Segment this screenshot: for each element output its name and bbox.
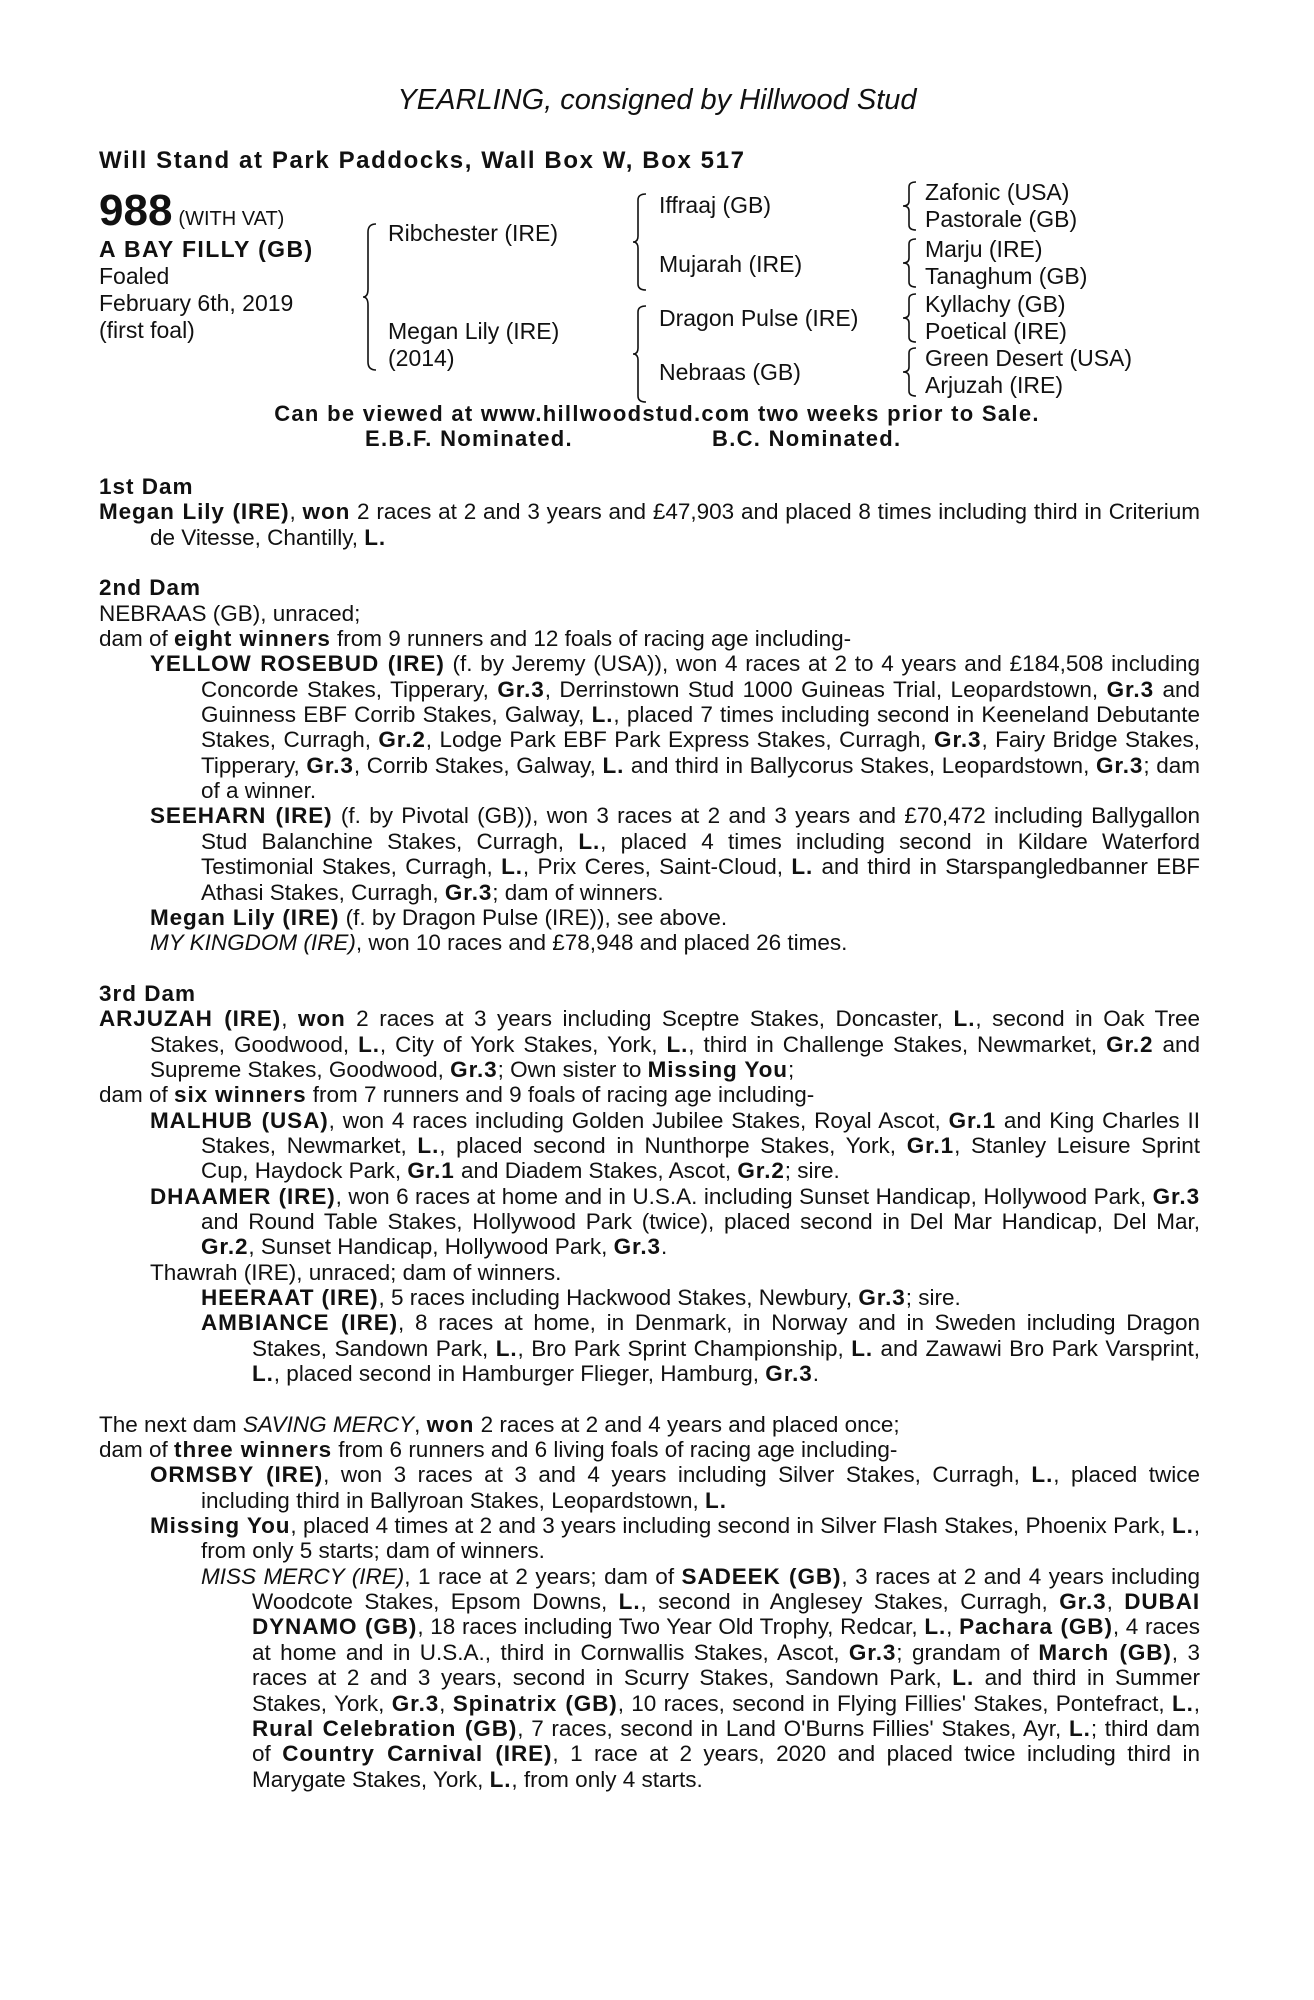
bold-text: L. — [495, 1335, 518, 1361]
pedigree-brace-3d — [902, 346, 920, 398]
bold-text: Gr.1 — [948, 1107, 997, 1133]
dam-section — [99, 575, 1200, 955]
text: , 1 race at 2 years; dam of — [404, 1563, 682, 1589]
record-entry — [99, 1108, 1200, 1184]
record-entry — [99, 1310, 1200, 1386]
text: , 3 races at 2 and 4 years including Woodcote Stakes, Epsom Downs, — [252, 1563, 1200, 1615]
text: , won 6 races at home and in U.S.A. including Sunset Handicap, Hollywood Park, — [335, 1183, 1153, 1209]
text: , — [1106, 1589, 1125, 1615]
bold-text: L. — [851, 1335, 874, 1361]
bold-text: Missing You — [150, 1513, 291, 1539]
text: , 8 races at home, in Denmark, in Norway and in Sweden including Dragon Stakes, Sandown Park, — [252, 1310, 1201, 1361]
pedigree-g3: Pastorale (GB) — [925, 206, 1078, 232]
record-entry — [99, 1564, 1200, 1792]
text: , Prix Ceres, Saint-Cloud, — [522, 854, 792, 880]
text: , 10 races, second in Flying Fillies' Stakes, Pontefract, — [617, 1690, 1172, 1716]
record-entry — [99, 1412, 1200, 1437]
text: NEBRAAS (GB), unraced; — [99, 600, 361, 626]
bold-text: won — [302, 499, 351, 525]
bold-text: DHAAMER (IRE) — [150, 1183, 336, 1209]
section-gap — [99, 1386, 1200, 1411]
pedigree-dam-year: (2014) — [388, 345, 455, 371]
pedigree-sire: Ribchester (IRE) — [388, 220, 558, 246]
foal-note: (first foal) — [99, 317, 195, 343]
horse-description: A BAY FILLY (GB) — [99, 236, 314, 262]
text: , 3 races at 2 and 3 years, second in Scurry Stakes, Sandown Park, — [252, 1639, 1200, 1691]
bold-text: L. — [666, 1031, 689, 1057]
text: , 4 races at home and in U.S.A., third in Cornwallis Stakes, Ascot, — [252, 1614, 1200, 1665]
text: and third in Starspangledbanner EBF Athasi Stakes, Curragh, — [201, 854, 1200, 905]
lot-number-value: 988 — [99, 186, 173, 235]
text: , — [946, 1614, 960, 1640]
bold-text: L. — [501, 854, 523, 880]
pedigree-dam-sire: Dragon Pulse (IRE) — [659, 305, 859, 331]
bold-text: Gr.3 — [1059, 1589, 1107, 1615]
bold-text: L. — [252, 1361, 274, 1387]
lot-number — [99, 186, 284, 236]
text: and Supreme Stakes, Goodwood, — [150, 1031, 1200, 1082]
text: , — [414, 1411, 427, 1437]
record-entry — [99, 1260, 1200, 1285]
bold-text: L. — [602, 752, 625, 778]
text: and Zawawi Bro Park Varsprint, — [873, 1335, 1200, 1361]
text: . — [660, 1234, 668, 1260]
bold-text: DUBAI DYNAMO (GB) — [252, 1589, 1200, 1640]
bold-text: Gr.1 — [407, 1158, 455, 1184]
bold-text: L. — [705, 1487, 727, 1513]
bold-text: L. — [591, 702, 614, 728]
pedigree-brace-3b — [902, 237, 920, 289]
bold-text: L. — [364, 524, 387, 550]
pedigree-g3: Zafonic (USA) — [925, 179, 1070, 205]
stand-location: Will Stand at Park Paddocks, Wall Box W, Box 517 — [99, 147, 746, 174]
record-entry — [99, 930, 1200, 955]
text: , Stanley Leisure Sprint Cup, Haydock Park, — [201, 1132, 1201, 1184]
text: , 7 races, second in Land O'Burns Fillies' Stakes, Ayr, — [517, 1715, 1070, 1741]
pedigree-sire-sire: Iffraaj (GB) — [659, 192, 772, 218]
text: , third in Challenge Stakes, Newmarket, — [688, 1031, 1107, 1057]
bold-text: L. — [618, 1589, 641, 1615]
text: , second in Oak Tree Stakes, Goodwood, — [150, 1006, 1200, 1057]
bold-text: L. — [791, 854, 814, 880]
bold-text: ORMSBY (IRE) — [150, 1462, 324, 1488]
bold-text: Rural Celebration (GB) — [252, 1715, 518, 1741]
text: , from only 4 starts. — [511, 1766, 703, 1792]
bold-text: eight winners — [174, 626, 331, 652]
bold-text: HEERAAT (IRE) — [201, 1285, 379, 1310]
bold-text: L. — [1171, 1513, 1194, 1539]
bold-text: Gr.3 — [444, 879, 493, 905]
text: (f. by Pivotal (GB)), won 3 races at 2 and 3 years and £70,472 including Ballygallon Stud Balanchine Stakes, Curragh, — [201, 803, 1200, 854]
text: ; dam of a winner. — [201, 752, 1201, 804]
record-entry — [99, 1462, 1200, 1513]
text: ; — [787, 1056, 795, 1082]
bold-text: Pachara (GB) — [959, 1614, 1113, 1640]
text: , won 3 races at 3 and 4 years including Silver Stakes, Curragh, — [323, 1462, 1032, 1488]
text: 2 races at 2 and 4 years and placed once; — [474, 1411, 900, 1437]
pedigree-brace-2b — [632, 304, 650, 404]
bc-nominated: B.C. Nominated. — [712, 426, 902, 451]
text: ; grandam of — [896, 1639, 1039, 1665]
bold-text: MALHUB (USA) — [150, 1107, 329, 1133]
pedigree-brace-1 — [362, 222, 380, 372]
bold-text: Gr.1 — [906, 1132, 955, 1158]
bold-text: Gr.2 — [737, 1158, 785, 1184]
text: , placed 4 times including second in Kildare Waterford Testimonial Stakes, Curragh, — [201, 828, 1201, 880]
pedigree-brace-3a — [902, 180, 920, 232]
bold-text: SADEEK (GB) — [681, 1563, 842, 1589]
text: from 7 runners and 9 foals of racing age including- — [306, 1082, 815, 1108]
pedigree-dam-dam: Nebraas (GB) — [659, 359, 801, 385]
bold-text: Gr.3 — [450, 1056, 498, 1082]
text: , — [281, 1006, 298, 1032]
bold-text: YELLOW ROSEBUD (IRE) — [150, 651, 445, 677]
text: (f. by Jeremy (USA)), won 4 races at 2 to 4 years and £184,508 including Concorde Stakes, Tipperary, — [201, 651, 1200, 702]
text: , Bro Park Sprint Championship, — [517, 1335, 852, 1361]
bold-text: L. — [489, 1766, 512, 1792]
dam-section — [99, 981, 1200, 1387]
text: , — [439, 1690, 453, 1716]
bold-text: L. — [924, 1614, 947, 1640]
record-entry — [99, 651, 1200, 803]
text: and Guinness EBF Corrib Stakes, Galway, — [201, 676, 1200, 728]
text: , won 10 races and £78,948 and placed 26 times. — [355, 930, 848, 956]
text: The next dam — [99, 1411, 243, 1437]
record-entry — [99, 499, 1200, 550]
bold-text: Gr.2 — [201, 1234, 249, 1260]
pedigree-brace-3c — [902, 292, 920, 344]
bold-text: L. — [1031, 1462, 1054, 1488]
produce-record — [99, 474, 1200, 1792]
ebf-nominated: E.B.F. Nominated. — [365, 426, 573, 451]
text: , 18 races including Two Year Old Trophy, Redcar, — [417, 1614, 925, 1640]
text: , City of York Stakes, York, — [379, 1031, 667, 1057]
pedigree-g3: Tanaghum (GB) — [925, 263, 1088, 289]
dam-section — [99, 1412, 1200, 1792]
bold-text: Gr.3 — [1152, 1183, 1200, 1209]
bold-text: Gr.3 — [848, 1639, 897, 1665]
bold-text: Megan Lily (IRE) — [99, 499, 290, 525]
pedigree-g3: Marju (IRE) — [925, 236, 1043, 262]
bold-text: Gr.3 — [1106, 676, 1154, 702]
text: Thawrah (IRE), unraced; dam of winners. — [150, 1259, 562, 1285]
bold-text: L. — [358, 1031, 380, 1057]
text: , placed 4 times at 2 and 3 years including second in Silver Flash Stakes, Phoenix Park, — [290, 1513, 1172, 1539]
bold-text: Gr.3 — [306, 752, 354, 778]
text: ; sire. — [784, 1158, 840, 1184]
dam-section — [99, 474, 1200, 550]
text: , placed 7 times including second in Keeneland Debutante Stakes, Curragh, — [201, 702, 1200, 753]
bold-text: March (GB) — [1038, 1639, 1172, 1665]
pedigree-g3: Poetical (IRE) — [925, 318, 1067, 344]
bold-text: L. — [953, 1006, 976, 1032]
bold-text: Spinatrix (GB) — [452, 1690, 618, 1716]
text: from 9 runners and 12 foals of racing age including- — [330, 626, 852, 652]
bold-text: Gr.2 — [1106, 1031, 1154, 1057]
record-entry — [99, 601, 1200, 626]
text: , placed second in Hamburger Flieger, Hamburg, — [273, 1361, 766, 1387]
bold-text: won — [426, 1411, 475, 1437]
bold-text: SEEHARN (IRE) — [150, 803, 333, 829]
text: ; third dam of — [252, 1715, 1201, 1767]
record-entry — [99, 1006, 1200, 1082]
bold-text: L. — [417, 1132, 440, 1158]
text: , 5 races including Hackwood Stakes, Newbury, — [378, 1285, 859, 1310]
bold-text: Gr.3 — [613, 1234, 661, 1260]
text: and King Charles II Stakes, Newmarket, — [201, 1107, 1200, 1158]
italic-text: MISS MERCY (IRE) — [201, 1563, 405, 1589]
bold-text: Gr.3 — [934, 727, 982, 753]
text: and third in Ballycorus Stakes, Leopardstown, — [624, 752, 1096, 778]
record-entry — [99, 1184, 1200, 1260]
text: , — [289, 499, 303, 525]
bold-text: L. — [578, 828, 601, 854]
page-title: YEARLING, consigned by Hillwood Stud — [397, 84, 917, 116]
record-entry — [99, 626, 1200, 651]
record-entry — [99, 1082, 1200, 1107]
record-entry — [99, 1513, 1200, 1564]
pedigree-dam: Megan Lily (IRE) — [388, 318, 560, 344]
viewing-note: Can be viewed at www.hillwoodstud.com two weeks prior to Sale. — [274, 401, 1040, 426]
bold-text: Country Carnival (IRE) — [282, 1741, 553, 1767]
text: 2 races at 3 years including Sceptre Stakes, Doncaster, — [345, 1006, 954, 1032]
bold-text: six winners — [174, 1082, 307, 1108]
text: , Sunset Handicap, Hollywood Park, — [248, 1234, 614, 1260]
pedigree-brace-2a — [632, 192, 650, 292]
text: 2 races at 2 and 3 years and £47,903 and placed 8 times including third in Criterium de Vitesse, Chantilly, — [150, 499, 1200, 550]
record-entry — [99, 905, 1200, 930]
text: , won 4 races including Golden Jubilee Stakes, Royal Ascot, — [328, 1107, 949, 1133]
section-heading: 3rd Dam — [99, 980, 197, 1006]
section-heading: 2nd Dam — [99, 575, 202, 601]
bold-text: Gr.3 — [391, 1690, 440, 1716]
text: , second in Anglesey Stakes, Curragh, — [640, 1589, 1060, 1615]
text: dam of — [99, 626, 175, 652]
bold-text: L. — [1171, 1690, 1194, 1716]
bold-text: Gr.3 — [858, 1285, 906, 1310]
text: ; dam of winners. — [492, 879, 664, 905]
text: dam of — [99, 1082, 175, 1108]
text: ; Own sister to — [497, 1056, 648, 1082]
bold-text: won — [297, 1006, 346, 1032]
bold-text: AMBIANCE (IRE) — [201, 1310, 399, 1336]
foaled-label: Foaled — [99, 263, 170, 289]
vat-note: (WITH VAT) — [178, 208, 285, 230]
text: and third in Summer Stakes, York, — [252, 1665, 1200, 1716]
bold-text: Gr.3 — [497, 676, 545, 702]
text: , placed second in Nunthorpe Stakes, York, — [439, 1132, 907, 1158]
pedigree-g3: Kyllachy (GB) — [925, 291, 1066, 317]
section-gap — [99, 956, 1200, 981]
text: , Derrinstown Stud 1000 Guineas Trial, Leopardstown, — [544, 676, 1107, 702]
bold-text: Gr.3 — [765, 1361, 813, 1387]
italic-text: SAVING MERCY — [242, 1411, 415, 1437]
italic-text: MY KINGDOM (IRE) — [150, 930, 356, 956]
text: ; sire. — [905, 1285, 961, 1310]
bold-text: Gr.3 — [1095, 752, 1144, 778]
record-entry — [99, 803, 1200, 904]
bold-text: Missing You — [647, 1056, 788, 1082]
section-heading: 1st Dam — [99, 474, 194, 499]
section-gap — [99, 550, 1200, 575]
foaled-date: February 6th, 2019 — [99, 290, 294, 316]
text: , 1 race at 2 years, 2020 and placed twice including third in Marygate Stakes, York, — [252, 1741, 1200, 1792]
pedigree-g3: Arjuzah (IRE) — [925, 372, 1064, 398]
bold-text: ARJUZAH (IRE) — [99, 1006, 282, 1032]
text: , Corrib Stakes, Galway, — [353, 752, 603, 778]
text: dam of — [99, 1437, 175, 1463]
bold-text: Megan Lily (IRE) — [150, 904, 340, 930]
pedigree-sire-dam: Mujarah (IRE) — [659, 251, 803, 277]
text: and Round Table Stakes, Hollywood Park (twice), placed second in Del Mar Handicap, Del Mar, — [201, 1208, 1200, 1234]
text: from 6 runners and 6 living foals of racing age including- — [332, 1437, 898, 1463]
bold-text: three winners — [174, 1437, 333, 1463]
text: and Diadem Stakes, Ascot, — [454, 1158, 738, 1184]
text: , Fairy Bridge Stakes, Tipperary, — [201, 727, 1200, 778]
text: , placed twice including third in Ballyroan Stakes, Leopardstown, — [201, 1462, 1200, 1513]
record-entry — [99, 1437, 1200, 1462]
text: , Lodge Park EBF Park Express Stakes, Curragh, — [425, 727, 935, 753]
text: . — [812, 1361, 819, 1387]
text: (f. by Dragon Pulse (IRE)), see above. — [339, 904, 728, 930]
text: , from only 5 starts; dam of winners. — [201, 1513, 1200, 1564]
bold-text: Gr.2 — [378, 727, 426, 753]
text: , — [1193, 1690, 1200, 1716]
bold-text: L. — [1069, 1715, 1091, 1741]
record-entry — [99, 1285, 1200, 1310]
bold-text: L. — [952, 1665, 975, 1691]
pedigree-g3: Green Desert (USA) — [925, 345, 1133, 371]
